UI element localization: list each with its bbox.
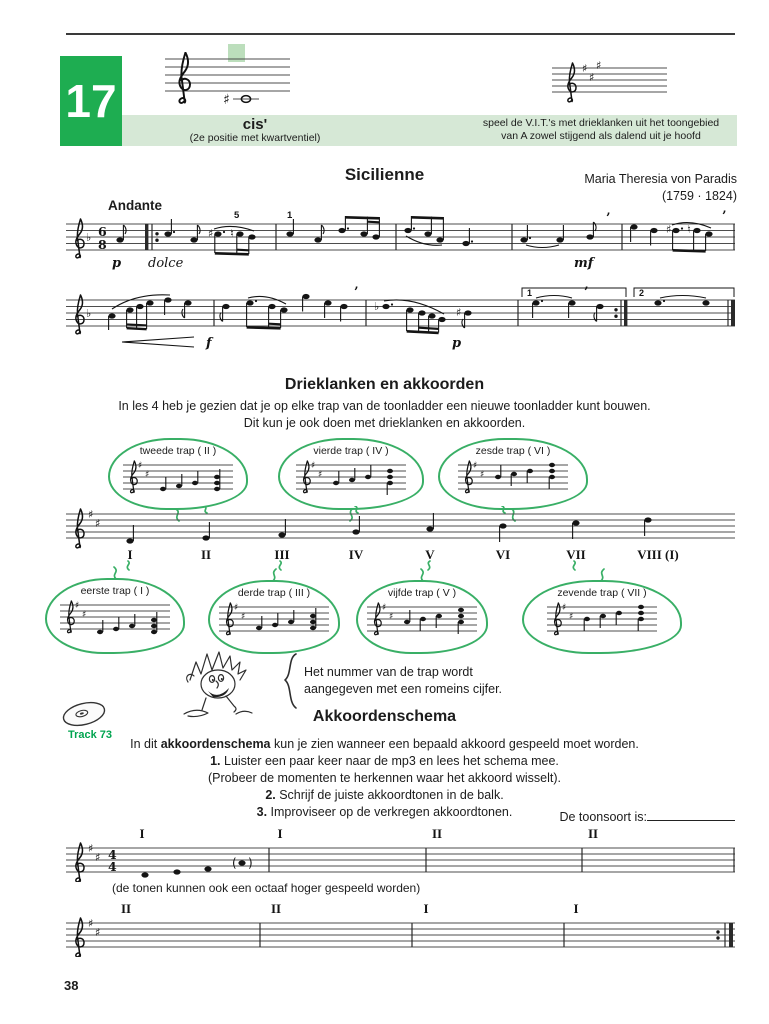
trap-bubble-2	[108, 438, 248, 510]
schema-staff-1[interactable]	[66, 826, 736, 882]
sharp-icon: ♯	[223, 92, 230, 108]
page-number: 38	[64, 978, 79, 993]
trap-label: vijfde trap ( V )	[387, 587, 457, 599]
treble-clef-icon	[76, 509, 84, 548]
schema-intro-line: In dit akkoordenschema kun je zien wanneer een bepaald akkoord gespeeld moet worden.	[130, 737, 639, 751]
trap-label: eerste trap ( I )	[80, 585, 150, 597]
trap-bubble-6	[438, 438, 588, 510]
scale-staff	[66, 506, 736, 572]
sharp-icon: ♯	[208, 227, 214, 240]
sharp-icon: ♯	[88, 917, 94, 930]
trap-staff	[365, 599, 479, 645]
key-question: De toonsoort is:	[559, 808, 735, 824]
schema-step-2: 2. Schrijf de juiste akkoordtonen in de balk.	[265, 788, 504, 802]
brace-icon	[282, 652, 302, 710]
time-signature-bottom: 8	[98, 237, 107, 252]
sharp-icon: ♯	[473, 461, 478, 471]
treble-clef-icon	[76, 219, 84, 258]
piece-title: Sicilienne	[344, 165, 425, 184]
sharp-icon: ♯	[569, 612, 574, 622]
scale-degree: V	[425, 547, 435, 562]
sharp-icon: ♯	[88, 842, 94, 855]
dynamic-mf: mf	[574, 256, 594, 271]
breath-mark: ’	[354, 285, 359, 300]
treble-clef-icon	[76, 843, 84, 882]
lesson-number-box	[60, 56, 122, 146]
fingering-number: 5	[234, 210, 240, 221]
trap-label: vierde trap ( IV )	[313, 445, 389, 457]
practice-tip: speel de V.I.T.'s met drieklanken uit het toongebied van A zowel stijgend als dalend uit je hoofd	[482, 117, 720, 142]
trap-bubble-3	[208, 580, 340, 654]
sicilienne-staff-2	[66, 285, 736, 357]
chord-degree: II	[431, 826, 443, 841]
sharp-icon: ♯	[234, 603, 239, 613]
sharp-icon: ♯	[582, 62, 588, 75]
bubble-tail	[414, 568, 432, 582]
paren-close: )	[248, 856, 253, 870]
sharp-icon: ♯	[389, 612, 394, 622]
lesson-number: 17	[65, 75, 117, 127]
green-connector	[355, 506, 358, 513]
chord-degree: I	[573, 903, 579, 916]
dynamic-p2: p	[452, 336, 462, 351]
track-label: Track 73	[67, 729, 113, 741]
green-connector	[127, 561, 129, 570]
flat-icon: ♭	[86, 231, 92, 244]
sharp-icon: ♯	[241, 612, 246, 622]
paren-open: (	[232, 856, 237, 870]
breath-mark: ’	[584, 285, 589, 300]
note-subtitle: (2e positie met kwartventiel)	[189, 132, 321, 144]
trap-staff	[217, 599, 331, 645]
fingering-number: 1	[287, 210, 293, 221]
breath-mark: ’	[606, 211, 611, 226]
trap-label: tweede trap ( II )	[139, 445, 217, 457]
bubble-tail	[107, 566, 125, 580]
sharp-icon: ♯	[95, 851, 101, 864]
schema-step-3: 3. Improviseer op de verkregen akkoordtonen.	[256, 805, 513, 819]
time-signature-bottom: 4	[108, 859, 117, 874]
trap-staff	[121, 457, 235, 503]
natural-icon: ♮	[230, 227, 234, 240]
note-name: cis'	[242, 116, 268, 133]
green-connector	[502, 506, 505, 513]
green-connector	[204, 506, 207, 513]
theory-intro: In les 4 heb je gezien dat je op elke trap van de toonladder een nieuwe toonladder kunt bouwen. Dit kun je ook doen met drieklanken en akkoorden.	[118, 399, 651, 430]
chord-degree: II	[587, 826, 599, 841]
chord-degree: II	[270, 903, 282, 916]
trap-label: zevende trap ( VII )	[557, 587, 647, 599]
sharp-icon: ♯	[145, 470, 150, 480]
scale-degree: IV	[348, 547, 364, 562]
sharp-icon: ♯	[589, 71, 595, 84]
schema-staff-2[interactable]	[66, 903, 736, 957]
composer: Maria Theresia von Paradis (1759 · 1824)	[584, 172, 737, 203]
scale-degree: II	[200, 547, 212, 562]
flat-icon: ♭	[374, 300, 380, 313]
trap-staff	[294, 457, 408, 503]
cis-note-staff	[165, 52, 295, 114]
schema-step-1-sub: (Probeer de momenten te herkennen waar het akkoord wisselt).	[208, 771, 561, 785]
dynamic-dolce: dolce	[148, 256, 184, 271]
sharp-icon: ♯	[456, 306, 462, 319]
sharp-icon: ♯	[95, 926, 101, 939]
tempo-marking: Andante	[108, 198, 162, 213]
section-heading-drieklanken: Drieklanken en akkoorden	[284, 376, 485, 393]
trap-bubble-5	[356, 580, 488, 654]
chord-degree: I	[423, 903, 429, 916]
sicilienne-staff-1	[66, 210, 736, 278]
dynamic-p: p	[112, 256, 122, 271]
trap-bubble-4	[278, 438, 424, 510]
time-signature-top: 4	[108, 847, 117, 862]
schema-step-1: 1. Luister een paar keer naar de mp3 en lees het schema mee.	[210, 754, 559, 768]
sharp-icon: ♯	[88, 508, 94, 521]
volta-2-number: 2	[639, 288, 645, 298]
sharp-icon: ♯	[75, 601, 80, 611]
bubble-tail	[594, 568, 612, 582]
chord-degree: II	[120, 903, 132, 916]
sharp-icon: ♯	[596, 59, 602, 72]
octave-note: (de tonen kunnen ook een octaaf hoger gespeeld worden)	[112, 881, 421, 895]
trap-bubble-7	[522, 580, 682, 654]
chord-degree: I	[277, 826, 283, 841]
sharp-icon: ♯	[666, 223, 672, 236]
dynamic-f: f	[206, 336, 212, 351]
time-signature-top: 6	[98, 224, 107, 239]
scale-degree: VIII (I)	[637, 547, 679, 562]
section-heading-akkoordenschema: Akkoordenschema	[312, 708, 457, 725]
trap-staff	[545, 599, 659, 645]
sharp-icon: ♯	[562, 603, 567, 613]
breath-mark: ’	[722, 210, 727, 224]
sharp-icon: ♯	[318, 470, 323, 480]
scale-degree: I	[127, 547, 133, 562]
sharp-icon: ♯	[480, 470, 485, 480]
treble-clef-icon	[179, 53, 190, 104]
answer-blank[interactable]	[647, 808, 735, 821]
sharp-icon: ♯	[138, 461, 143, 471]
trap-label: derde trap ( III )	[237, 587, 311, 599]
flat-icon: ♭	[86, 307, 92, 320]
treble-clef-icon	[568, 63, 576, 102]
trap-label: zesde trap ( VI )	[475, 445, 551, 457]
natural-icon: ♮	[687, 223, 691, 236]
green-connector	[573, 561, 575, 570]
trap-staff	[456, 457, 570, 503]
sharp-icon: ♯	[82, 610, 87, 620]
chord-degree: I	[139, 826, 145, 841]
top-rule	[66, 33, 735, 35]
mascot-note: Het nummer van de trap wordt aangegeven met een romeins cijfer.	[304, 665, 503, 696]
scale-degree: III	[274, 547, 290, 562]
sharp-icon: ♯	[95, 517, 101, 530]
a-major-key-staff	[552, 44, 672, 106]
volta-1-number: 1	[527, 288, 533, 298]
bubble-tail	[266, 568, 284, 582]
sharp-icon: ♯	[382, 603, 387, 613]
sharp-icon: ♯	[311, 461, 316, 471]
treble-clef-icon	[76, 295, 84, 334]
trap-bubble-1	[45, 578, 185, 654]
trap-staff	[58, 597, 172, 645]
treble-clef-icon	[76, 918, 84, 957]
scale-degree: VII	[566, 547, 586, 562]
scale-degree: VI	[495, 547, 511, 562]
